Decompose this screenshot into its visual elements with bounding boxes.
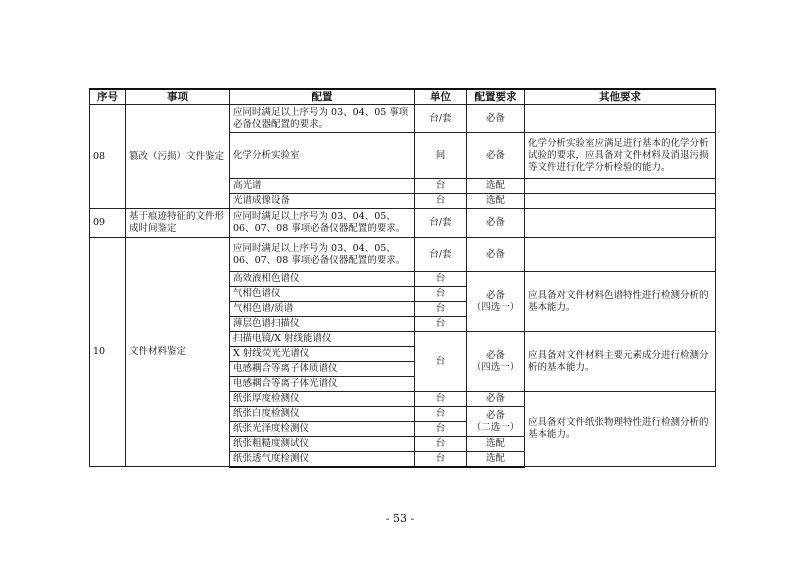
item-cell: 篡改（污损）文件鉴定 [126, 105, 230, 209]
other-cell [525, 194, 716, 209]
config-cell: 应同时满足以上序号为 03、04、05 事项必备仪器配置的要求。 [230, 105, 415, 133]
requirement-cell: 必备 [467, 209, 525, 238]
config-cell: 高光谱 [230, 179, 415, 194]
requirement-cell: 必备 [467, 392, 525, 407]
config-cell: 化学分析实验室 [230, 133, 415, 179]
item-cell: 基于痕迹特征的文件形成时间鉴定 [126, 209, 230, 238]
config-cell: 电感耦合等离子体质谱仪 [230, 362, 415, 377]
config-cell: X 射线荧光光谱仪 [230, 347, 415, 362]
config-cell: 气相色谱/质谱 [230, 302, 415, 317]
requirement-line: 必备 [485, 289, 505, 301]
other-cell [525, 179, 716, 194]
config-cell: 气相色谱仪 [230, 287, 415, 302]
requirement-cell: 必备 [467, 133, 525, 179]
requirement-cell [467, 272, 525, 332]
unit-cell: 台 [415, 194, 467, 209]
other-cell [525, 238, 716, 272]
requirement-cell: 必备 [467, 105, 525, 133]
unit-cell: 台 [415, 422, 467, 437]
config-cell: 应同时满足以上序号为 03、04、05、06、07、08 事项必备仪器配置的要求。 [230, 209, 415, 238]
unit-cell: 台 [415, 407, 467, 422]
unit-cell: 间 [415, 133, 467, 179]
requirement-cell: 选配 [467, 179, 525, 194]
unit-cell: 台 [415, 317, 467, 332]
requirements-table [89, 88, 716, 468]
table-header-row [90, 89, 716, 105]
requirement-note: （四选一） [471, 361, 520, 373]
other-cell: 应具备对文件材料色谱特性进行检测分析的基本能力。 [525, 272, 716, 332]
config-cell: 高效液相色谱仪 [230, 272, 415, 287]
requirement-cell: 必备 [467, 238, 525, 272]
header-other: 其他要求 [525, 89, 716, 105]
requirement-cell: 选配 [467, 194, 525, 209]
header-config: 配置 [230, 89, 415, 105]
config-cell: 扫描电镜/X 射线能谱仪 [230, 332, 415, 347]
unit-cell: 台 [415, 302, 467, 317]
config-cell: 光谱成像设备 [230, 194, 415, 209]
config-cell: 薄层色谱扫描仪 [230, 317, 415, 332]
requirement-line: 必备 [485, 349, 505, 361]
table-row [90, 105, 716, 133]
config-cell: 纸张光泽度检测仪 [230, 422, 415, 437]
config-cell: 纸张厚度检测仪 [230, 392, 415, 407]
requirement-note: （四选一） [471, 301, 520, 313]
item-cell: 文件材料鉴定 [126, 238, 230, 467]
page-number: - 53 - [385, 512, 415, 525]
unit-cell: 台 [415, 179, 467, 194]
requirement-cell: 选配 [467, 437, 525, 452]
seq-cell: 09 [90, 209, 126, 238]
table-row [90, 209, 716, 238]
unit-cell: 台/套 [415, 105, 467, 133]
config-cell: 纸张粗糙度测试仪 [230, 437, 415, 452]
unit-cell: 台 [415, 272, 467, 287]
requirement-line: 必备 [485, 409, 505, 421]
header-seq: 序号 [90, 89, 126, 105]
other-cell: 应具备对文件纸张物理特性进行检测分析的基本能力。 [525, 392, 716, 467]
unit-cell: 台 [415, 452, 467, 467]
config-cell: 纸张透气度检测仪 [230, 452, 415, 467]
requirement-note: （二选一） [471, 421, 520, 433]
other-cell: 应具备对文件材料主要元素成分进行检测分析的基本能力。 [525, 332, 716, 392]
seq-cell: 10 [90, 238, 126, 467]
header-requirement: 配置要求 [467, 89, 525, 105]
header-unit: 单位 [415, 89, 467, 105]
unit-cell: 台 [415, 332, 467, 392]
other-cell [525, 105, 716, 133]
header-item: 事项 [126, 89, 230, 105]
unit-cell: 台 [415, 392, 467, 407]
config-cell: 纸张白度检测仪 [230, 407, 415, 422]
table-row [90, 238, 716, 272]
requirement-cell: 选配 [467, 452, 525, 467]
unit-cell: 台 [415, 287, 467, 302]
config-cell: 电感耦合等离子体光谱仪 [230, 377, 415, 392]
other-cell [525, 209, 716, 238]
requirement-cell [467, 332, 525, 392]
requirement-cell [467, 407, 525, 437]
seq-cell: 08 [90, 105, 126, 209]
other-cell: 化学分析实验室应满足进行基本的化学分析试验的要求，应具备对文件材料及消退污损等文件进行化学分析检验的能力。 [525, 133, 716, 179]
unit-cell: 台/套 [415, 238, 467, 272]
unit-cell: 台 [415, 437, 467, 452]
unit-cell: 台/套 [415, 209, 467, 238]
config-cell: 应同时满足以上序号为 03、04、05、06、07、08 事项必备仪器配置的要求。 [230, 238, 415, 272]
